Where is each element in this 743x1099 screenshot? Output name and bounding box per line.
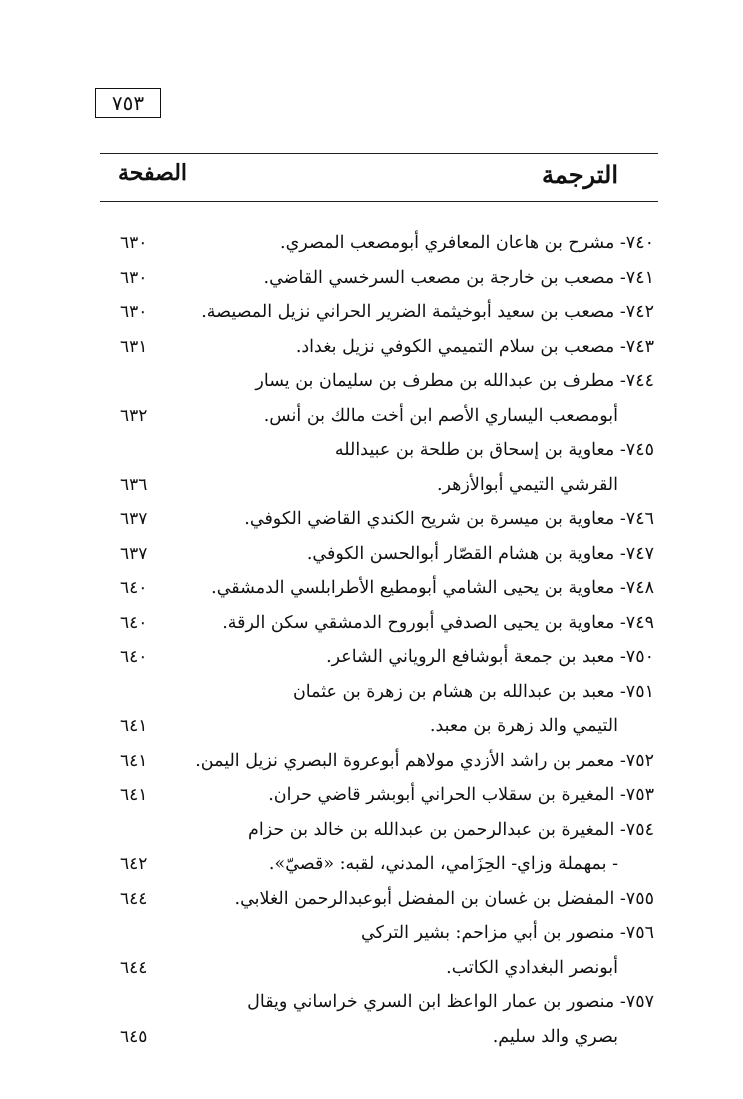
entry-line	[100, 330, 658, 364]
table-header	[100, 160, 658, 196]
entry-line	[100, 778, 658, 812]
entry-text: ٧٤٦- معاوية بن ميسرة بن شريح الكندي القاضي الكوفي.	[244, 509, 654, 529]
entry-line	[100, 364, 658, 398]
entry-page: ٦٣٧	[120, 509, 148, 529]
entry-text: ٧٤٤- مطرف بن عبدالله بن مطرف بن سليمان بن يسار	[255, 371, 654, 391]
entry-text: أبومصعب اليساري الأصم ابن أخت مالك بن أنس.	[263, 405, 618, 426]
entry-text: ٧٥١- معبد بن عبدالله بن هشام بن زهرة بن عثمان	[292, 681, 654, 702]
entry-page: ٦٤١	[120, 750, 148, 771]
entry-text: ٧٤٥- معاوية بن إسحاق بن طلحة بن عبيدالله	[334, 440, 654, 460]
entry-line	[100, 675, 658, 709]
entry-text: ٧٥٢- معمر بن راشد الأزدي مولاهم أبوعروة البصري نزيل اليمن.	[195, 750, 654, 771]
entry-text: ٧٤٨- معاوية بن يحيى الشامي أبومطيع الأطرابلسي الدمشقي.	[211, 578, 654, 598]
entry-text: بصري والد سليم.	[492, 1026, 618, 1047]
entry-text: التيمي والد زهرة بن معبد.	[429, 716, 618, 736]
entry-text: ٧٥٥- المفضل بن غسان بن المفضل أبوعبدالرحمن الغلابي.	[234, 888, 654, 909]
entry-line	[100, 537, 658, 571]
entry-line	[100, 882, 658, 916]
entry-text: ٧٥٠- معبد بن جمعة أبوشافع الروياني الشاعر.	[326, 647, 654, 667]
entry-line	[100, 606, 658, 640]
entry-page: ٦٣٠	[120, 267, 148, 288]
entry-line	[100, 1020, 658, 1054]
entry-line	[100, 640, 658, 674]
entry-page: ٦٣٢	[120, 405, 148, 426]
entry-line	[100, 813, 658, 847]
entry-line	[100, 226, 658, 260]
entry-text: أبونصر البغدادي الكاتب.	[446, 957, 618, 978]
entry-line	[100, 571, 658, 605]
entry-page: ٦٤٠	[120, 612, 148, 633]
entry-text: ٧٤٣- مصعب بن سلام التميمي الكوفي نزيل بغداد.	[295, 336, 654, 357]
entry-page: ٦٤٤	[120, 957, 148, 978]
entry-page: ٦٤٢	[120, 854, 148, 874]
entry-page: ٦٣١	[120, 336, 148, 357]
column-header-title: الترجمة	[541, 160, 618, 189]
entry-page: ٦٤١	[120, 785, 148, 805]
entry-page: ٦٤٠	[120, 578, 148, 598]
entry-line	[100, 744, 658, 778]
page-number-box	[95, 88, 161, 118]
entry-text: ٧٤٠- مشرح بن هاعان المعافري أبومصعب المصري.	[280, 233, 654, 253]
entry-text: ٧٥٦- منصور بن أبي مزاحم: بشير التركي	[360, 923, 654, 943]
entry-text: ٧٤١- مصعب بن خارجة بن مصعب السرخسي القاضي.	[263, 267, 654, 288]
entry-line	[100, 261, 658, 295]
entry-text: ٧٥٤- المغيرة بن عبدالرحمن بن عبدالله بن خالد بن حزام	[248, 819, 654, 840]
top-rule	[100, 153, 658, 154]
entry-line	[100, 468, 658, 502]
entry-line	[100, 502, 658, 536]
entry-page: ٦٤١	[120, 716, 148, 736]
entry-text: القرشي التيمي أبوالأزهر.	[436, 474, 618, 495]
entry-page: ٦٣٦	[120, 474, 148, 495]
entry-page: ٦٣٧	[120, 543, 148, 564]
entry-line	[100, 295, 658, 329]
entry-line	[100, 433, 658, 467]
entry-line	[100, 951, 658, 985]
entry-text: - بمهملة وزاي- الحِزَامي، المدني، لقبه: «قصيّ».	[268, 854, 618, 874]
entry-page: ٦٤٤	[120, 888, 148, 909]
entry-page: ٦٣٠	[120, 302, 148, 322]
entry-page: ٦٤٠	[120, 647, 148, 667]
entry-text: ٧٤٢- مصعب بن سعيد أبوخيثمة الضرير الحراني نزيل المصيصة.	[201, 302, 654, 322]
page-number: ٧٥٣	[111, 91, 145, 115]
entry-line	[100, 399, 658, 433]
entry-line	[100, 847, 658, 881]
entry-text: ٧٤٩- معاوية بن يحيى الصدفي أبوروح الدمشقي سكن الرقة.	[222, 612, 654, 633]
entry-line	[100, 985, 658, 1019]
entry-text: ٧٥٣- المغيرة بن سقلاب الحراني أبوبشر قاضي حران.	[268, 785, 654, 805]
entry-line	[100, 709, 658, 743]
column-header-page: الصفحة	[118, 160, 188, 186]
entry-text: ٧٥٧- منصور بن عمار الواعظ ابن السري خراساني ويقال	[247, 992, 654, 1012]
entry-page: ٦٤٥	[120, 1026, 148, 1047]
entry-line	[100, 916, 658, 950]
entry-text: ٧٤٧- معاوية بن هشام القصّار أبوالحسن الكوفي.	[306, 543, 654, 564]
entry-page: ٦٣٠	[120, 233, 148, 253]
header-rule	[100, 201, 658, 202]
